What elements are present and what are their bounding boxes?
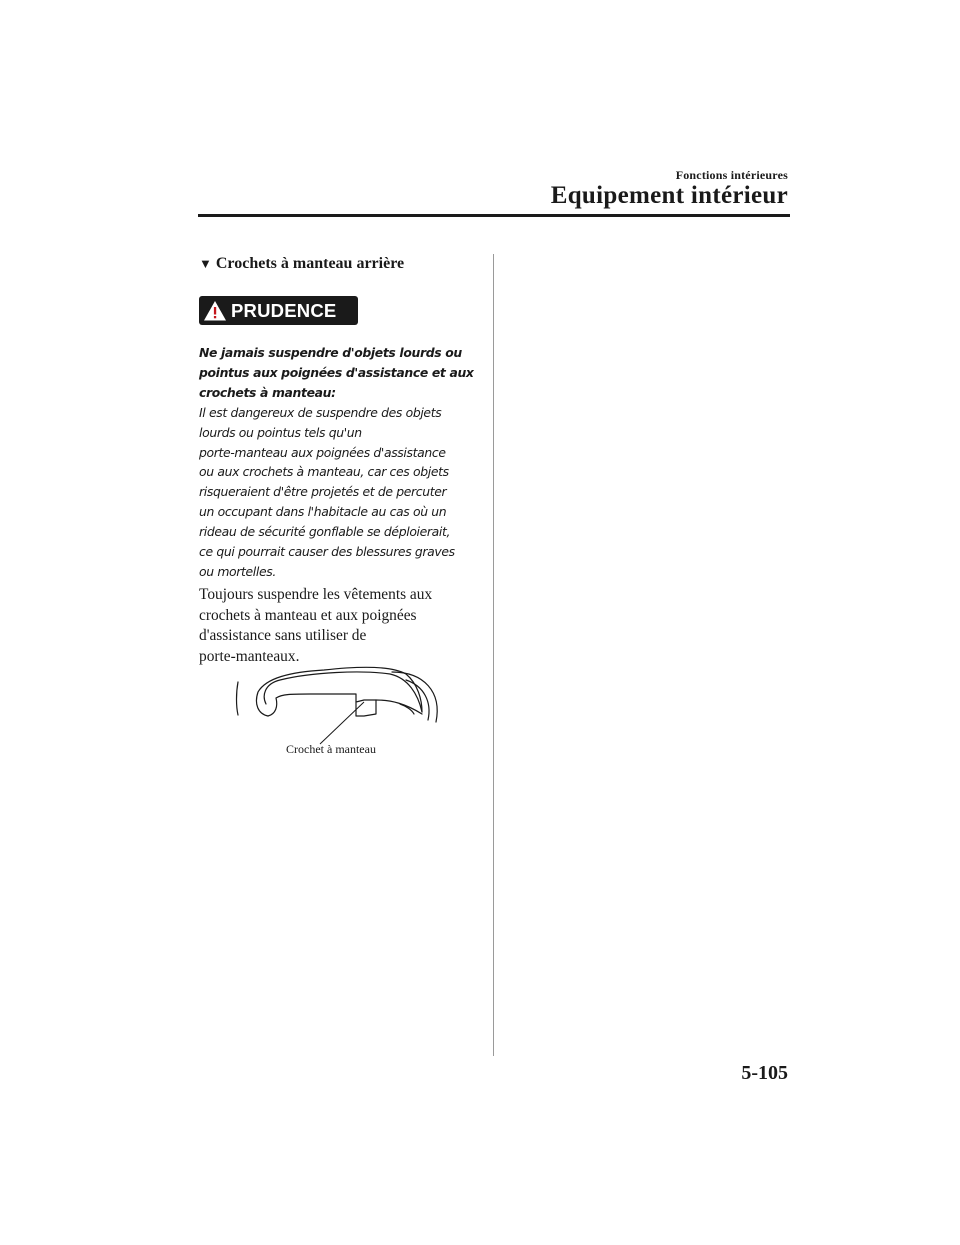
body-line: d'assistance sans utiliser de: [199, 627, 367, 644]
caution-body-line: risqueraient d'être projetés et de percuter: [199, 484, 447, 500]
illustration-caption: Crochet à manteau: [286, 742, 376, 756]
caution-title-line: pointus aux poignées d'assistance et aux: [199, 364, 474, 380]
caption-leader-line: [318, 700, 366, 746]
caution-body-line: Il est dangereux de suspendre des objets: [199, 404, 442, 420]
caution-body-line: ce qui pourrait causer des blessures graves: [199, 544, 455, 560]
caution-body-line: porte-manteau aux poignées d'assistance: [199, 444, 446, 460]
body-paragraph: [199, 585, 479, 667]
warning-triangle-icon: [203, 299, 227, 323]
caution-body-line: rideau de sécurité gonflable se déploierait,: [199, 524, 451, 540]
body-line: porte-manteaux.: [199, 647, 300, 665]
section-heading: [199, 255, 404, 273]
body-line: Toujours suspendre les vêtements aux: [199, 586, 433, 603]
header-rule: [198, 214, 790, 217]
caution-title-line: crochets à manteau:: [199, 384, 336, 400]
page-number: 5-105: [741, 1062, 788, 1084]
warning-label: PRUDENCE: [231, 299, 337, 321]
caution-body-line: un occupant dans l'habitacle au cas où un: [199, 504, 447, 520]
caution-body: [199, 403, 471, 582]
caution-body-line: ou aux crochets à manteau, car ces objets: [199, 464, 449, 480]
warning-badge: [199, 296, 358, 325]
column-divider: [493, 254, 494, 1056]
caution-title: [199, 343, 474, 403]
caution-block: [199, 343, 474, 582]
section-marker-icon: ▼: [199, 256, 212, 271]
caution-title-line: Ne jamais suspendre d'objets lourds ou: [199, 345, 462, 360]
header-chapter-title: Equipement intérieur: [550, 182, 788, 209]
caution-body-line: lourds ou pointus tels qu'un: [199, 424, 362, 440]
body-line: crochets à manteau et aux poignées: [199, 606, 417, 624]
section-heading-text: Crochets à manteau arrière: [215, 255, 405, 272]
caution-body-line: ou mortelles.: [199, 563, 276, 579]
header-section-title: Fonctions intérieures: [675, 168, 788, 182]
